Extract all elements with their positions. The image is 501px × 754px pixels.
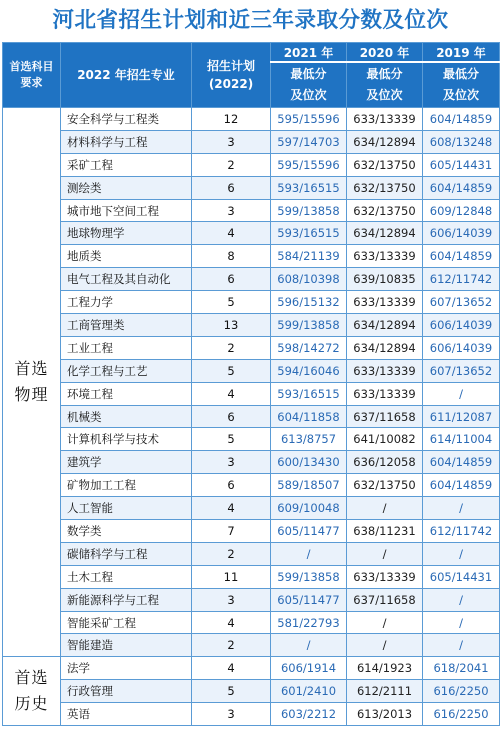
score-2021-cell: 599/13858 [271,565,347,588]
major-cell: 采矿工程 [61,153,192,176]
score-2019-cell: / [423,542,500,565]
score-2020-cell: 633/13339 [347,108,423,131]
header-min-score: 最低分 [366,67,403,81]
score-2020-cell: 634/12894 [347,130,423,153]
header-rank: 及位次 [366,88,403,102]
score-2020-cell: 641/10082 [347,428,423,451]
table-row [3,268,500,291]
table-row [3,474,500,497]
plan-cell: 13 [192,314,271,337]
table-row [3,108,500,131]
table-row [3,680,500,703]
plan-cell: 2 [192,542,271,565]
score-2021-cell: 605/11477 [271,588,347,611]
plan-cell: 5 [192,291,271,314]
table-row [3,382,500,405]
major-cell: 法学 [61,657,192,680]
score-2020-cell: 633/13339 [347,382,423,405]
table-row [3,359,500,382]
plan-cell: 2 [192,336,271,359]
subject-group-cell [3,108,61,657]
header-min-score: 最低分 [290,67,327,81]
score-2019-cell: 604/14859 [423,108,500,131]
major-cell: 数学类 [61,520,192,543]
table-row [3,405,500,428]
major-cell: 英语 [61,703,192,726]
score-2021-cell: 593/16515 [271,176,347,199]
score-2021-cell: 597/14703 [271,130,347,153]
major-cell: 测绘类 [61,176,192,199]
score-2019-cell: 612/11742 [423,268,500,291]
plan-cell: 5 [192,359,271,382]
plan-cell: 3 [192,130,271,153]
table-body [3,108,500,726]
score-2020-cell: 632/13750 [347,176,423,199]
score-2019-cell: 605/14431 [423,153,500,176]
score-2020-cell: 637/11658 [347,405,423,428]
table-row [3,611,500,634]
plan-cell: 4 [192,222,271,245]
plan-cell: 3 [192,703,271,726]
plan-cell: 7 [192,520,271,543]
major-cell: 地球物理学 [61,222,192,245]
table-row [3,588,500,611]
table-row [3,520,500,543]
score-2020-cell: 632/13750 [347,474,423,497]
plan-cell: 6 [192,176,271,199]
score-2020-cell: 634/12894 [347,336,423,359]
score-2021-cell: 601/2410 [271,680,347,703]
major-cell: 智能采矿工程 [61,611,192,634]
header-rank: 及位次 [442,88,479,102]
score-2019-cell: 614/11004 [423,428,500,451]
score-2020-cell: / [347,497,423,520]
score-2021-cell: / [271,634,347,657]
table-row [3,314,500,337]
score-2020-cell: 633/13339 [347,359,423,382]
plan-cell: 6 [192,474,271,497]
header-subject: 首选科目要求 [3,43,61,108]
score-2020-cell: 638/11231 [347,520,423,543]
header-major: 2022 年招生专业 [61,43,192,108]
score-2020-cell: 634/12894 [347,222,423,245]
major-cell: 工业工程 [61,336,192,359]
admission-table [2,42,500,726]
table-row [3,565,500,588]
score-2019-cell: / [423,634,500,657]
score-2020-cell: / [347,634,423,657]
score-2019-cell: 604/14859 [423,451,500,474]
score-2019-cell: 604/14859 [423,474,500,497]
score-2021-cell: 584/21139 [271,245,347,268]
score-2020-cell: / [347,611,423,634]
subject-group-cell [3,657,61,726]
score-2020-cell: 633/13339 [347,565,423,588]
score-2019-cell: / [423,497,500,520]
major-cell: 工程力学 [61,291,192,314]
plan-cell: 5 [192,428,271,451]
score-2019-cell: / [423,382,500,405]
score-2019-cell: 605/14431 [423,565,500,588]
table-row [3,336,500,359]
table-row [3,451,500,474]
score-2020-cell: 612/2111 [347,680,423,703]
score-2021-cell: 613/8757 [271,428,347,451]
major-cell: 机械类 [61,405,192,428]
score-2020-cell: 613/2013 [347,703,423,726]
header-plan [192,43,271,108]
score-2020-cell: 632/13750 [347,153,423,176]
score-2021-cell: 599/13858 [271,199,347,222]
table-row [3,199,500,222]
plan-cell: 3 [192,199,271,222]
major-cell: 行政管理 [61,680,192,703]
score-2019-cell: 612/11742 [423,520,500,543]
score-2019-cell: 618/2041 [423,657,500,680]
major-cell: 新能源科学与工程 [61,588,192,611]
subject-group-line: 首选 [14,668,49,688]
score-2021-cell: 594/16046 [271,359,347,382]
header-2020: 2020 年 [347,43,423,63]
major-cell: 矿物加工工程 [61,474,192,497]
score-2020-cell: 633/13339 [347,291,423,314]
score-2020-cell: 633/13339 [347,245,423,268]
major-cell: 人工智能 [61,497,192,520]
major-cell: 环境工程 [61,382,192,405]
score-2019-cell: 604/14859 [423,176,500,199]
plan-cell: 4 [192,611,271,634]
header-2019: 2019 年 [423,43,500,63]
subject-group-line: 首选 [14,359,49,379]
major-cell: 化学工程与工艺 [61,359,192,382]
score-2021-cell: 603/2212 [271,703,347,726]
table-row [3,245,500,268]
table-row [3,497,500,520]
score-2019-cell: 607/13652 [423,359,500,382]
score-2019-cell: 606/14039 [423,336,500,359]
plan-cell: 3 [192,588,271,611]
score-2021-cell: 595/15596 [271,108,347,131]
score-2020-cell: 636/12058 [347,451,423,474]
header-min-score: 最低分 [442,67,479,81]
score-2021-cell: 606/1914 [271,657,347,680]
table-row [3,153,500,176]
plan-cell: 12 [192,108,271,131]
score-2020-cell: / [347,542,423,565]
major-cell: 地质类 [61,245,192,268]
plan-cell: 5 [192,680,271,703]
score-2020-cell: 639/10835 [347,268,423,291]
major-cell: 智能建造 [61,634,192,657]
plan-cell: 2 [192,634,271,657]
score-2021-cell: 608/10398 [271,268,347,291]
score-2020-cell: 634/12894 [347,314,423,337]
major-cell: 工商管理类 [61,314,192,337]
score-2021-cell: 589/18507 [271,474,347,497]
header-2021: 2021 年 [271,43,347,63]
score-2019-cell: 608/13248 [423,130,500,153]
plan-cell: 4 [192,657,271,680]
score-2021-cell: 609/10048 [271,497,347,520]
score-2019-cell: 604/14859 [423,245,500,268]
major-cell: 城市地下空间工程 [61,199,192,222]
table-row [3,634,500,657]
score-2019-cell: 607/13652 [423,291,500,314]
subject-group-line: 历史 [14,694,49,714]
score-2020-cell: 632/13750 [347,199,423,222]
score-2019-cell: 616/2250 [423,680,500,703]
header-plan-label: 招生计划 [206,59,255,73]
major-cell: 安全科学与工程类 [61,108,192,131]
table-row [3,542,500,565]
table-row [3,703,500,726]
score-2019-cell: 616/2250 [423,703,500,726]
score-2019-cell: 606/14039 [423,314,500,337]
header-2021-sub [271,62,347,108]
plan-cell: 8 [192,245,271,268]
score-2021-cell: 599/13858 [271,314,347,337]
score-2021-cell: 595/15596 [271,153,347,176]
plan-cell: 4 [192,382,271,405]
page-title: 河北省招生计划和近三年录取分数及位次 [52,8,449,33]
score-2020-cell: 614/1923 [347,657,423,680]
major-cell: 碳储科学与工程 [61,542,192,565]
header-plan-year: (2022) [208,77,254,91]
score-2020-cell: 637/11658 [347,588,423,611]
table-row [3,176,500,199]
score-2021-cell: 600/13430 [271,451,347,474]
score-2019-cell: 609/12848 [423,199,500,222]
score-2021-cell: 596/15132 [271,291,347,314]
score-2019-cell: / [423,588,500,611]
plan-cell: 6 [192,405,271,428]
table-row [3,291,500,314]
major-cell: 电气工程及其自动化 [61,268,192,291]
major-cell: 建筑学 [61,451,192,474]
subject-group-line: 物理 [14,385,49,405]
major-cell: 材料科学与工程 [61,130,192,153]
table-row [3,428,500,451]
table-row [3,130,500,153]
plan-cell: 4 [192,497,271,520]
plan-cell: 6 [192,268,271,291]
table-row [3,657,500,680]
score-2019-cell: / [423,611,500,634]
plan-cell: 11 [192,565,271,588]
header-rank: 及位次 [290,88,327,102]
score-2021-cell: 598/14272 [271,336,347,359]
score-2019-cell: 611/12087 [423,405,500,428]
plan-cell: 2 [192,153,271,176]
header-2020-sub [347,62,423,108]
score-2021-cell: 581/22793 [271,611,347,634]
header-2019-sub [423,62,500,108]
table-header [3,43,500,108]
score-2021-cell: 604/11858 [271,405,347,428]
score-2021-cell: 605/11477 [271,520,347,543]
score-2021-cell: 593/16515 [271,382,347,405]
score-2019-cell: 606/14039 [423,222,500,245]
score-2021-cell: 593/16515 [271,222,347,245]
score-2021-cell: / [271,542,347,565]
table-row [3,222,500,245]
plan-cell: 3 [192,451,271,474]
major-cell: 土木工程 [61,565,192,588]
major-cell: 计算机科学与技术 [61,428,192,451]
